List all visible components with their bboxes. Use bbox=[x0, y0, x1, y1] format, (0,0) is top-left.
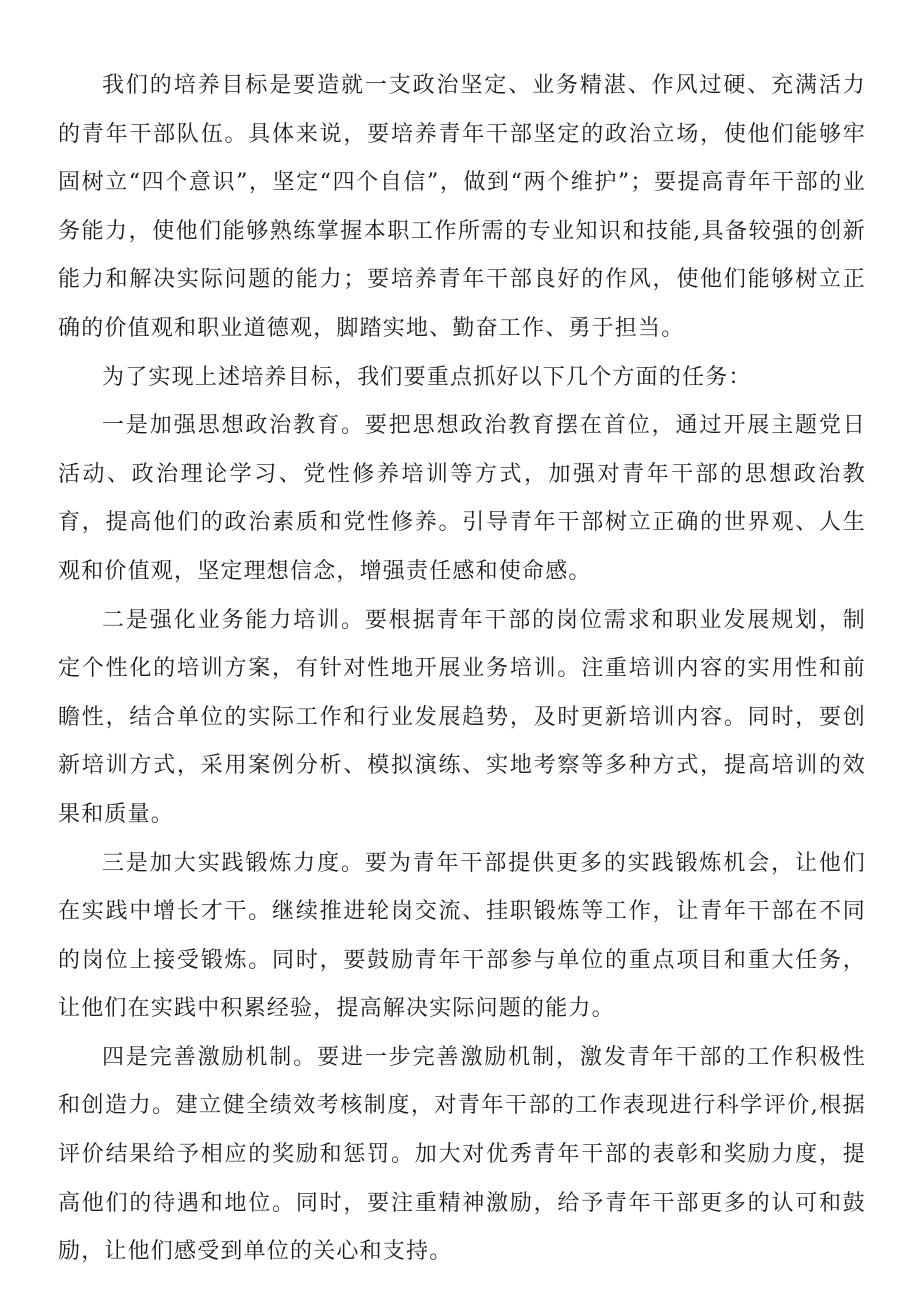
paragraph-practice-training: 三是加大实践锻炼力度。要为青年干部提供更多的实践锻炼机会，让他们在实践中增长才干。继续推进轮岗交流、挂职锻炼等工作，让青年干部在不同的岗位上接受锻炼。同时，要鼓励青年干部参与单位的重点项目和重大任务，让他们在实践中积累经验，提高解决实际问题的能力。 bbox=[58, 850, 866, 1022]
paragraph-incentive-mechanism: 四是完善激励机制。要进一步完善激励机制，激发青年干部的工作积极性和创造力。建立健全绩效考核制度，对青年干部的工作表现进行科学评价,根据评价结果给予相应的奖励和惩罚。加大对优秀青年干部的表彰和奖励力度，提高他们的待遇和地位。同时，要注重精神激励，给予青年干部更多的认可和鼓励，让他们感受到单位的关心和支持。 bbox=[58, 1044, 866, 1265]
paragraph-business-training: 二是强化业务能力培训。要根据青年干部的岗位需求和职业发展规划，制定个性化的培训方案，有针对性地开展业务培训。注重培训内容的实用性和前瞻性，结合单位的实际工作和行业发展趋势，及时更新培训内容。同时，要创新培训方式，采用案例分析、模拟演练、实地考察等多种方式，提高培训的效果和质量。 bbox=[58, 607, 866, 827]
document-body bbox=[58, 62, 866, 1277]
paragraph-tasks-intro: 为了实现上述培养目标，我们要重点抓好以下几个方面的任务： bbox=[102, 364, 752, 390]
paragraph-political-education: 一是加强思想政治教育。要把思想政治教育摆在首位，通过开展主题党日活动、政治理论学习、党性修养培训等方式，加强对青年干部的思想政治教育，提高他们的政治素质和党性修养。引导青年干部树立正确的世界观、人生观和价值观，坚定理想信念，增强责任感和使命感。 bbox=[58, 413, 866, 584]
paragraph-training-goals: 我们的培养目标是要造就一支政治坚定、业务精湛、作风过硬、充满活力的青年干部队伍。具体来说，要培养青年干部坚定的政治立场，使他们能够牢固树立“四个意识”，坚定“四个自信”，做到“两个维护”；要提高青年干部的业务能力，使他们能够熟练掌握本职工作所需的专业知识和技能,具备较强的创新能力和解决实际问题的能力；要培养青年干部良好的作风，使他们能够树立正确的价值观和职业道德观，脚踏实地、勤奋工作、勇于担当。 bbox=[58, 73, 866, 341]
